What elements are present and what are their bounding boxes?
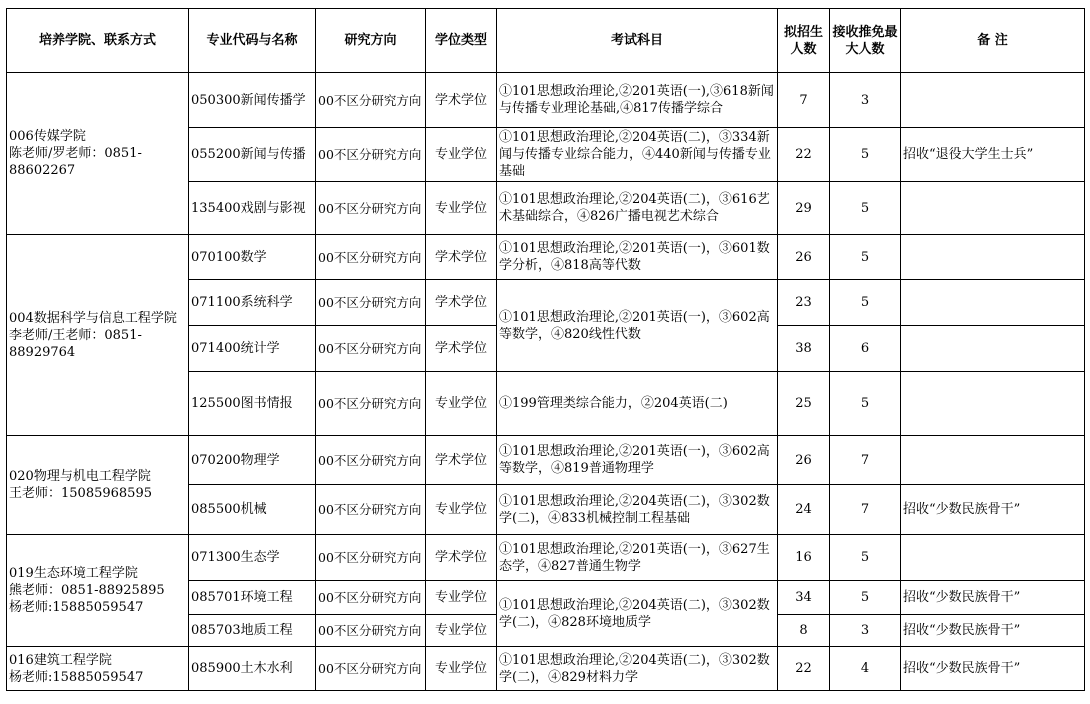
header-plan: 拟招生人数: [778, 9, 830, 73]
college-cell: 016建筑工程学院 杨老师:15885059547: [7, 647, 189, 691]
plan-cell: 7: [778, 73, 830, 128]
major-cell: 085900土木水利: [189, 647, 316, 691]
exam-cell: ①101思想政治理论,②204英语(二)，③334新闻与传播专业综合能力，④440新闻与传播专业基础: [497, 128, 778, 182]
degree-cell: 专业学位: [426, 372, 497, 436]
direction-cell: 00不区分研究方向: [316, 581, 426, 615]
degree-cell: 学术学位: [426, 326, 497, 372]
note-cell: [901, 436, 1085, 485]
table-row: [7, 235, 1085, 280]
header-note: 备 注: [901, 9, 1085, 73]
college-cell: 006传媒学院 陈老师/罗老师：0851-88602267: [7, 73, 189, 235]
exempt-cell: 5: [830, 128, 901, 182]
major-cell: 050300新闻传播学: [189, 73, 316, 128]
table-row: [7, 535, 1085, 581]
major-cell: 071100系统科学: [189, 280, 316, 326]
direction-cell: 00不区分研究方向: [316, 73, 426, 128]
exam-cell: ①101思想政治理论,②204英语(二)，③302数学(二)，④833机械控制工程基础: [497, 485, 778, 535]
note-cell: [901, 280, 1085, 326]
note-cell: [901, 535, 1085, 581]
note-cell: [901, 326, 1085, 372]
exam-cell: ①101思想政治理论,②204英语(二)，③302数学(二)，④829材料力学: [497, 647, 778, 691]
major-cell: 071300生态学: [189, 535, 316, 581]
header-major: 专业代码与名称: [189, 9, 316, 73]
note-cell: [901, 235, 1085, 280]
exempt-cell: 6: [830, 326, 901, 372]
degree-cell: 学术学位: [426, 535, 497, 581]
exempt-cell: 7: [830, 436, 901, 485]
note-cell: 招收“少数民族骨干”: [901, 581, 1085, 615]
plan-cell: 24: [778, 485, 830, 535]
plan-cell: 26: [778, 436, 830, 485]
college-cell: 019生态环境工程学院 熊老师：0851-88925895 杨老师:15885059547: [7, 535, 189, 647]
header-direction: 研究方向: [316, 9, 426, 73]
degree-cell: 学术学位: [426, 436, 497, 485]
header-row: [7, 9, 1085, 73]
plan-cell: 23: [778, 280, 830, 326]
direction-cell: 00不区分研究方向: [316, 615, 426, 647]
header-exempt: 接收推免最大人数: [830, 9, 901, 73]
exempt-cell: 5: [830, 372, 901, 436]
major-cell: 085701环境工程: [189, 581, 316, 615]
admissions-table: [6, 8, 1085, 691]
degree-cell: 专业学位: [426, 182, 497, 235]
exempt-cell: 7: [830, 485, 901, 535]
header-degree: 学位类型: [426, 9, 497, 73]
note-cell: [901, 73, 1085, 128]
note-cell: 招收“少数民族骨干”: [901, 647, 1085, 691]
plan-cell: 38: [778, 326, 830, 372]
major-cell: 085500机械: [189, 485, 316, 535]
table-row: [7, 436, 1085, 485]
table-row: [7, 73, 1085, 128]
degree-cell: 学术学位: [426, 280, 497, 326]
degree-cell: 学术学位: [426, 235, 497, 280]
note-cell: 招收“少数民族骨干”: [901, 485, 1085, 535]
major-cell: 071400统计学: [189, 326, 316, 372]
exempt-cell: 5: [830, 581, 901, 615]
degree-cell: 专业学位: [426, 615, 497, 647]
direction-cell: 00不区分研究方向: [316, 235, 426, 280]
plan-cell: 22: [778, 128, 830, 182]
header-college: 培养学院、联系方式: [7, 9, 189, 73]
exempt-cell: 3: [830, 615, 901, 647]
direction-cell: 00不区分研究方向: [316, 280, 426, 326]
plan-cell: 25: [778, 372, 830, 436]
exempt-cell: 4: [830, 647, 901, 691]
exam-cell: ①101思想政治理论,②201英语(一)，③602高等数学，④819普通物理学: [497, 436, 778, 485]
exam-cell: ①101思想政治理论,②204英语(二)，③616艺术基础综合，④826广播电视艺术综合: [497, 182, 778, 235]
exam-cell: ①101思想政治理论,②204英语(二)，③302数学(二)，④828环境地质学: [497, 581, 778, 647]
plan-cell: 34: [778, 581, 830, 615]
major-cell: 125500图书情报: [189, 372, 316, 436]
degree-cell: 专业学位: [426, 485, 497, 535]
note-cell: [901, 182, 1085, 235]
header-exam: 考试科目: [497, 9, 778, 73]
direction-cell: 00不区分研究方向: [316, 128, 426, 182]
major-cell: 055200新闻与传播: [189, 128, 316, 182]
exam-cell: ①199管理类综合能力，②204英语(二): [497, 372, 778, 436]
degree-cell: 专业学位: [426, 128, 497, 182]
major-cell: 085703地质工程: [189, 615, 316, 647]
plan-cell: 16: [778, 535, 830, 581]
exam-cell: ①101思想政治理论,②201英语(一),③618新闻与传播专业理论基础,④817传播学综合: [497, 73, 778, 128]
degree-cell: 专业学位: [426, 581, 497, 615]
degree-cell: 学术学位: [426, 73, 497, 128]
major-cell: 070100数学: [189, 235, 316, 280]
plan-cell: 29: [778, 182, 830, 235]
note-cell: 招收“退役大学生士兵”: [901, 128, 1085, 182]
exempt-cell: 3: [830, 73, 901, 128]
direction-cell: 00不区分研究方向: [316, 372, 426, 436]
plan-cell: 26: [778, 235, 830, 280]
plan-cell: 22: [778, 647, 830, 691]
direction-cell: 00不区分研究方向: [316, 436, 426, 485]
exempt-cell: 5: [830, 535, 901, 581]
direction-cell: 00不区分研究方向: [316, 647, 426, 691]
direction-cell: 00不区分研究方向: [316, 326, 426, 372]
exam-cell: ①101思想政治理论,②201英语(一)，③601数学分析，④818高等代数: [497, 235, 778, 280]
degree-cell: 专业学位: [426, 647, 497, 691]
exam-cell: ①101思想政治理论,②201英语(一)，③602高等数学，④820线性代数: [497, 280, 778, 372]
major-cell: 070200物理学: [189, 436, 316, 485]
exam-cell: ①101思想政治理论,②201英语(一)，③627生态学，④827普通生物学: [497, 535, 778, 581]
direction-cell: 00不区分研究方向: [316, 535, 426, 581]
direction-cell: 00不区分研究方向: [316, 485, 426, 535]
exempt-cell: 5: [830, 235, 901, 280]
major-cell: 135400戏剧与影视: [189, 182, 316, 235]
direction-cell: 00不区分研究方向: [316, 182, 426, 235]
exempt-cell: 5: [830, 280, 901, 326]
table-row: [7, 647, 1085, 691]
college-cell: 020物理与机电工程学院 王老师：15085968595: [7, 436, 189, 535]
exempt-cell: 5: [830, 182, 901, 235]
note-cell: [901, 372, 1085, 436]
note-cell: 招收“少数民族骨干”: [901, 615, 1085, 647]
college-cell: 004数据科学与信息工程学院 李老师/王老师：0851-88929764: [7, 235, 189, 436]
plan-cell: 8: [778, 615, 830, 647]
